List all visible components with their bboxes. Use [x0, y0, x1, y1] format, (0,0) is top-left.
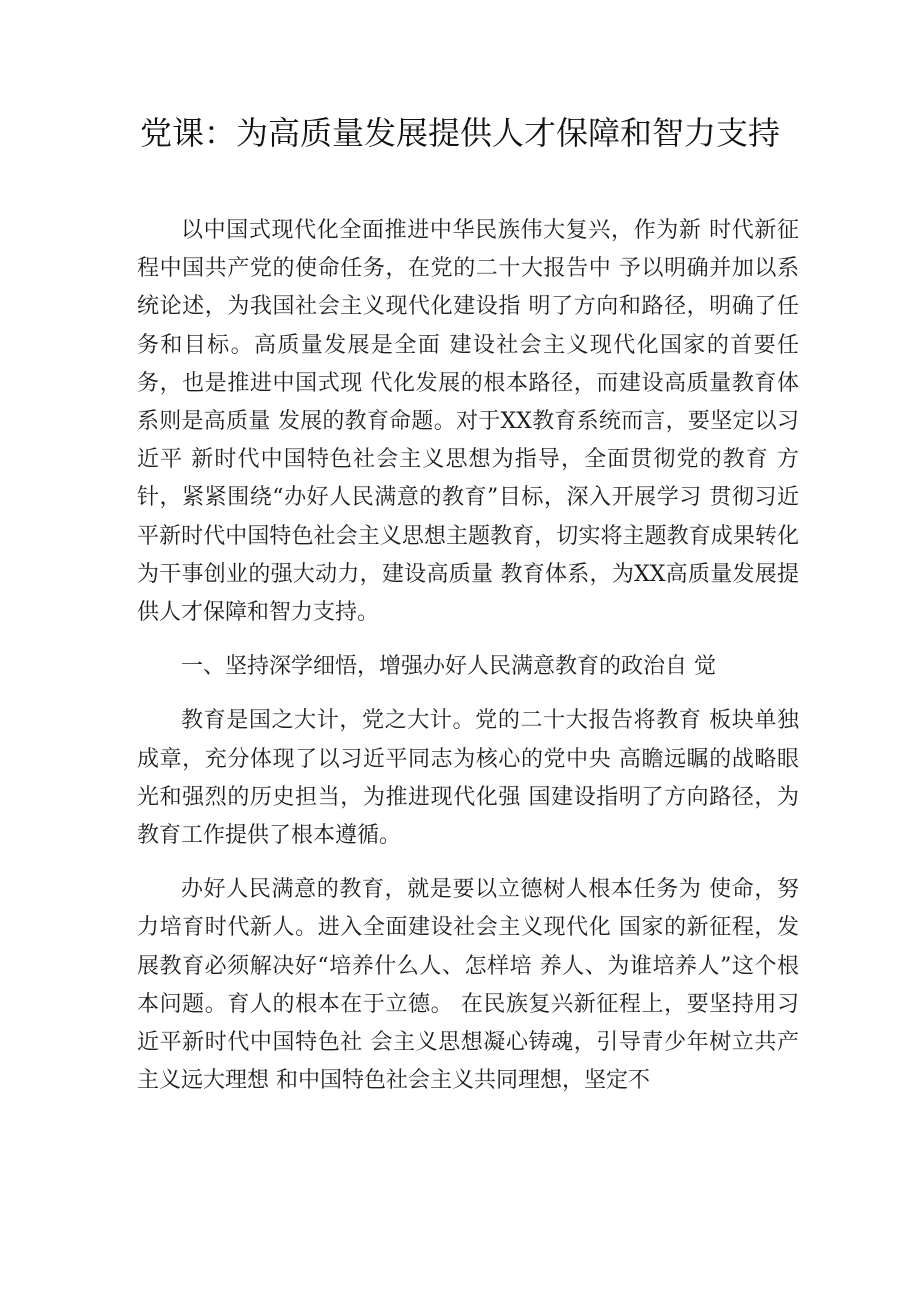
intro-paragraph: 以中国式现代化全面推进中华民族伟大复兴，作为新 时代新征程中国共产党的使命任务，在党的二十大报告中 予以明确并加以系统论述，为我国社会主义现代化建设指 明了方向和路径，明确了任务和目标。高质量发展是全面 建设社会主义现代化国家的首要任务，也是推进中国式现 代化发展的根本路径，而建设高质量教育体系则是高质量 发展的教育命题。对于XX教育系统而言，要坚定以习近平 新时代中国特色社会主义思想为指导，全面贯彻党的教育 方针，紧紧围绕“办好人民满意的教育”目标，深入开展学习 贯彻习近平新时代中国特色社会主义思想主题教育，切实将主题教育成果转化为干事创业的强大动力，建设高质量 教育体系，为XX高质量发展提供人才保障和智力支持。	[137, 218, 799, 626]
section-paragraph-2: 办好人民满意的教育，就是要以立德树人根本任务为 使命，努力培育时代新人。进入全面建设社会主义现代化 国家的新征程，发展教育必须解决好“培养什么人、怎样培 养人、为谁培养人”这个根本问题。育人的根本在于立德。 在民族复兴新征程上，要坚持用习近平新时代中国特色社 会主义思想凝心铸魂，引导青少年树立共产主义远大理想 和中国特色社会主义共同理想，坚定不	[137, 877, 799, 1094]
document-body	[137, 212, 799, 1100]
section-paragraph-1: 教育是国之大计，党之大计。党的二十大报告将教育 板块单独成章，充分体现了以习近平同志为核心的党中央 高瞻远瞩的战略眼光和强烈的历史担当，为推进现代化强 国建设指明了方向路径，为教育工作提供了根本遵循。	[137, 708, 799, 849]
document-title: 党课：为高质量发展提供人才保障和智力支持	[139, 114, 780, 152]
section-heading: 一、坚持深学细悟，增强办好人民满意教育的政治自 觉	[181, 654, 716, 680]
